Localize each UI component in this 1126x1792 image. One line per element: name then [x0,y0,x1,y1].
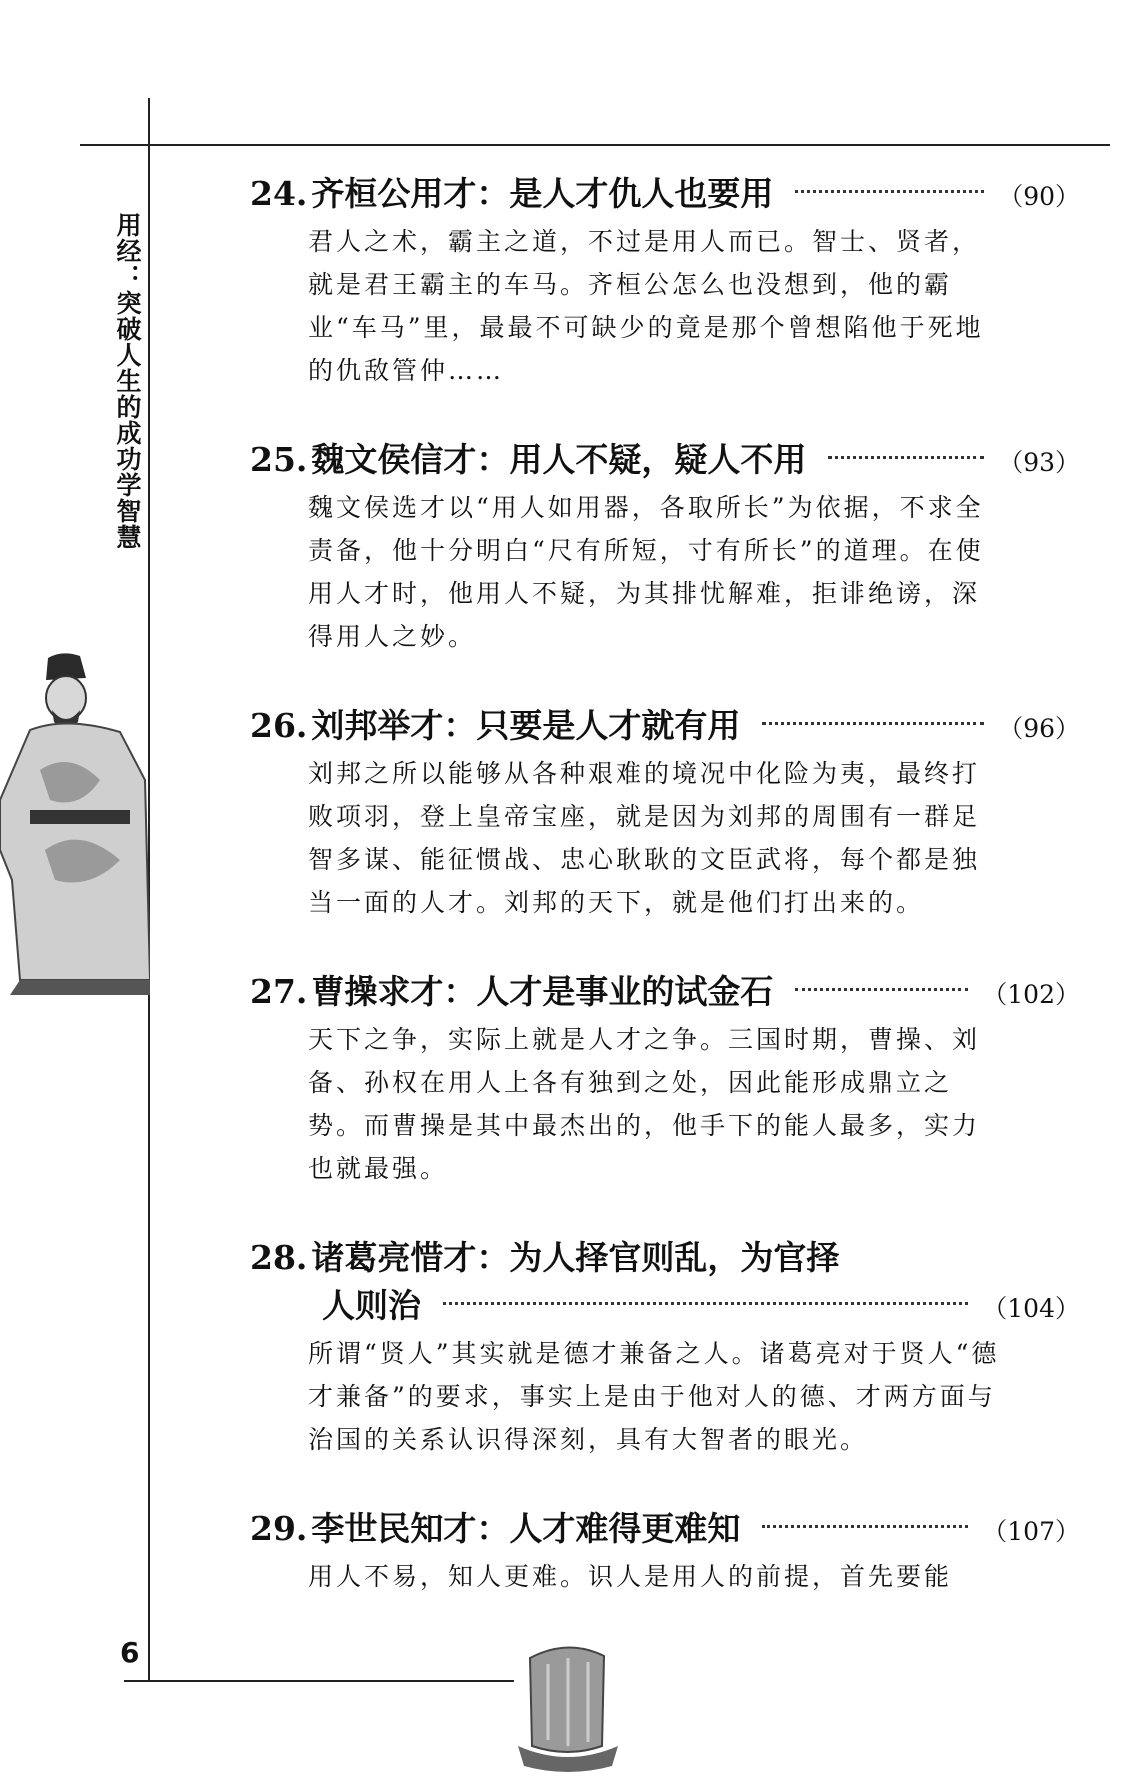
dot-leader [443,1302,968,1305]
entry-page: （93） [998,448,1080,477]
entry-title-cont: 人则治 [322,1286,421,1325]
entry-number: 29. [250,1509,308,1548]
dot-leader [762,1525,968,1528]
dot-leader [762,722,984,725]
entry-title-line [250,968,1080,1016]
toc-entry [250,968,1080,1190]
entry-title-continuation [250,1282,1080,1330]
entry-number: 26. [250,706,308,745]
entry-title-line [250,436,1080,484]
toc-entry [250,1505,1080,1598]
contents-list [250,170,1080,1598]
entry-number: 25. [250,440,308,479]
entry-title: 魏文侯信才：用人不疑，疑人不用 [311,440,807,479]
entry-title: 曹操求才：人才是事业的试金石 [311,972,774,1011]
entry-number: 24. [250,174,308,213]
emperor-illustration [0,650,150,995]
entry-title: 诸葛亮惜才：为人择官则乱，为官择 [311,1238,840,1277]
dot-leader [828,456,984,459]
entry-page: （107） [982,1517,1080,1546]
entry-title-line [250,1234,1080,1282]
entry-title: 刘邦举才：只要是人才就有用 [311,706,741,745]
hat-illustration [508,1628,626,1778]
entry-title-line [250,702,1080,750]
entry-page: （102） [982,980,1080,1009]
toc-entry [250,436,1080,658]
entry-summary: 所谓“贤人”其实就是德才兼备之人。诸葛亮对于贤人“德才兼备”的要求，事实上是由于他对人的德、才两方面与治国的关系认识得深刻，具有大智者的眼光。 [308,1339,1000,1454]
toc-entry [250,170,1080,392]
toc-entry [250,1234,1080,1461]
running-head: 用经：突破人生的成功学智慧 [113,212,142,550]
entry-summary: 君人之术，霸主之道，不过是用人而已。智士、贤者，就是君王霸主的车马。齐桓公怎么也没想到，他的霸业“车马”里，最最不可缺少的竟是那个曾想陷他于死地的仇敌管仲…… [308,227,984,385]
entry-title-line [250,170,1080,218]
entry-summary: 用人不易，知人更难。识人是用人的前提，首先要能 [308,1562,953,1591]
entry-page: （96） [998,714,1080,743]
dot-leader [795,190,984,193]
dot-leader [795,988,968,991]
entry-title-line [250,1505,1080,1553]
header-rule [80,144,1110,146]
entry-number: 28. [250,1238,308,1277]
page-number: 6 [120,1636,140,1669]
entry-page: （104） [982,1294,1080,1323]
toc-entry [250,702,1080,924]
entry-title: 齐桓公用才：是人才仇人也要用 [311,174,774,213]
entry-title: 李世民知才：人才难得更难知 [311,1509,741,1548]
entry-summary: 天下之争，实际上就是人才之争。三国时期，曹操、刘备、孙权在用人上各有独到之处，因此能形成鼎立之势。而曹操是其中最杰出的，他手下的能人最多，实力也就最强。 [308,1025,981,1183]
entry-summary: 刘邦之所以能够从各种艰难的境况中化险为夷，最终打败项羽，登上皇帝宝座，就是因为刘邦的周围有一群足智多谋、能征惯战、忠心耿耿的文臣武将，每个都是独当一面的人才。刘邦的天下，就是他们打出来的。 [308,759,981,917]
entry-page: （90） [998,182,1080,211]
entry-number: 27. [250,972,308,1011]
entry-summary: 魏文侯选才以“用人如用器，各取所长”为依据，不求全责备，他十分明白“尺有所短，寸有所长”的道理。在使用人才时，他用人不疑，为其排忧解难，拒诽绝谤，深得用人之妙。 [308,493,984,651]
footer-rule [124,1680,514,1682]
